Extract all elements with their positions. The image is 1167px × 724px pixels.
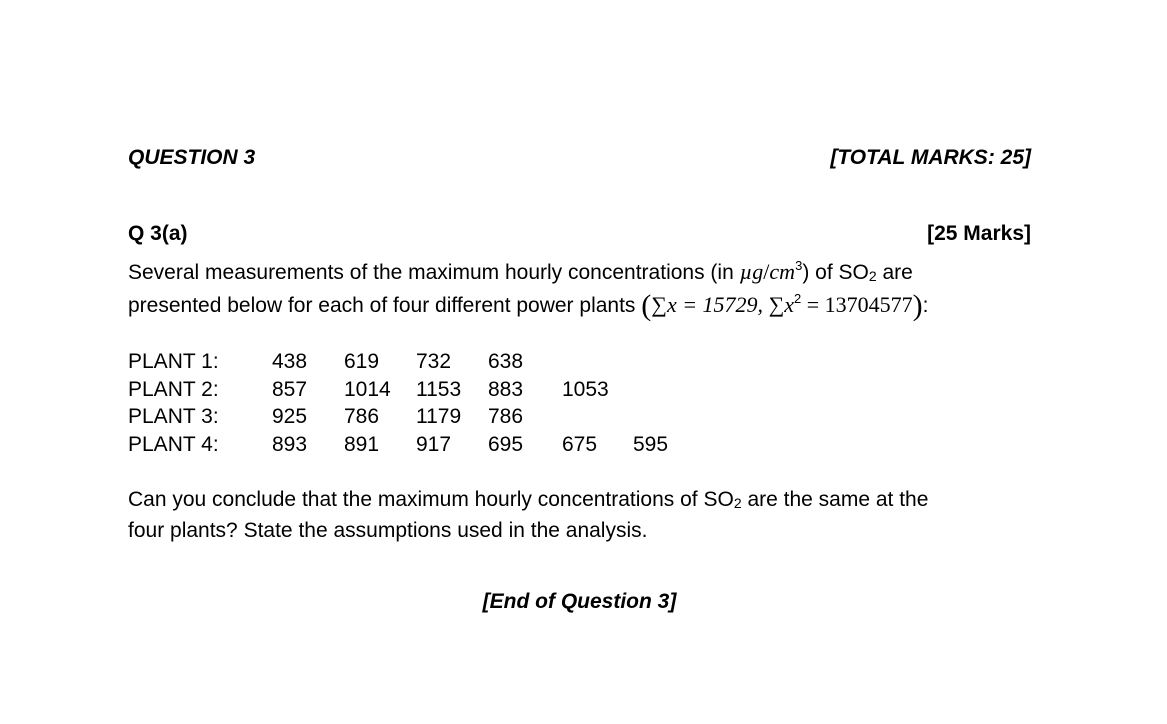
so2-subscript: 2 [868,268,877,284]
problem-text-1b: ) of SO [802,261,869,284]
plants-table [128,348,728,458]
question-title: QUESTION 3 [128,146,256,169]
plant-value: 857 [272,377,308,401]
end-of-question: [End of Question 3] [482,590,677,613]
sum-x: ∑x = 15729, [651,292,769,317]
part-label: Q 3(a) [128,222,188,245]
plant-value: 732 [416,350,452,373]
plant-value: 619 [344,350,380,373]
plant-row [128,403,728,431]
problem-text-1: Several measurements of the maximum hourly concentrations (in [128,261,740,284]
unit-cm: cm [769,259,796,284]
so2-subscript: 2 [733,495,742,511]
unit-slash: / [763,259,770,284]
close-paren: ) [912,289,923,322]
conclusion-line-1 [128,486,1038,517]
conclusion-text-a: Can you conclude that the maximum hourly concentrations of SO [128,488,734,511]
plant-label: PLANT 1: [128,350,219,373]
plant-value: 1153 [416,377,462,401]
plant-value: 695 [488,432,524,456]
unit-mu-g: µg [739,259,764,284]
unit-exponent: 3 [795,258,803,273]
plant-value: 675 [562,432,598,456]
sum-x2-exponent: 2 [794,291,802,306]
sum-x2-value: = 13704577 [801,292,913,317]
sum-x2-prefix: ∑x [768,292,795,317]
problem-text-2-end: : [922,294,929,317]
problem-text-1c: are [876,261,913,284]
plant-value: 917 [416,432,452,456]
open-paren: ( [641,289,652,322]
plant-value: 925 [272,405,308,428]
plant-value: 595 [633,432,669,456]
problem-text-2: presented below for each of four different power plants [128,294,642,317]
problem-line-2 [128,284,1031,320]
plant-label: PLANT 4: [128,432,219,456]
plant-value: 786 [488,405,524,428]
plant-value: 1053 [562,377,609,401]
question-page [128,0,1031,724]
conclusion-paragraph [128,486,1038,545]
question-header [128,146,1031,176]
total-marks: [TOTAL MARKS: 25] [830,146,1031,169]
plant-value: 638 [488,350,524,373]
plant-value: 1179 [416,405,462,428]
plant-label: PLANT 2: [128,377,219,401]
conclusion-text-b: are the same at the [741,488,929,511]
plant-row [128,431,728,459]
conclusion-line-2: four plants? State the assumptions used in the analysis. [128,519,648,542]
plant-label: PLANT 3: [128,405,219,428]
plant-value: 891 [344,432,380,456]
part-marks: [25 Marks] [927,222,1031,245]
plant-row [128,348,728,376]
plant-value: 1014 [344,377,391,401]
plant-value: 883 [488,377,524,401]
plant-row [128,376,728,404]
plant-value: 438 [272,350,308,373]
plant-value: 893 [272,432,308,456]
plant-value: 786 [344,405,380,428]
